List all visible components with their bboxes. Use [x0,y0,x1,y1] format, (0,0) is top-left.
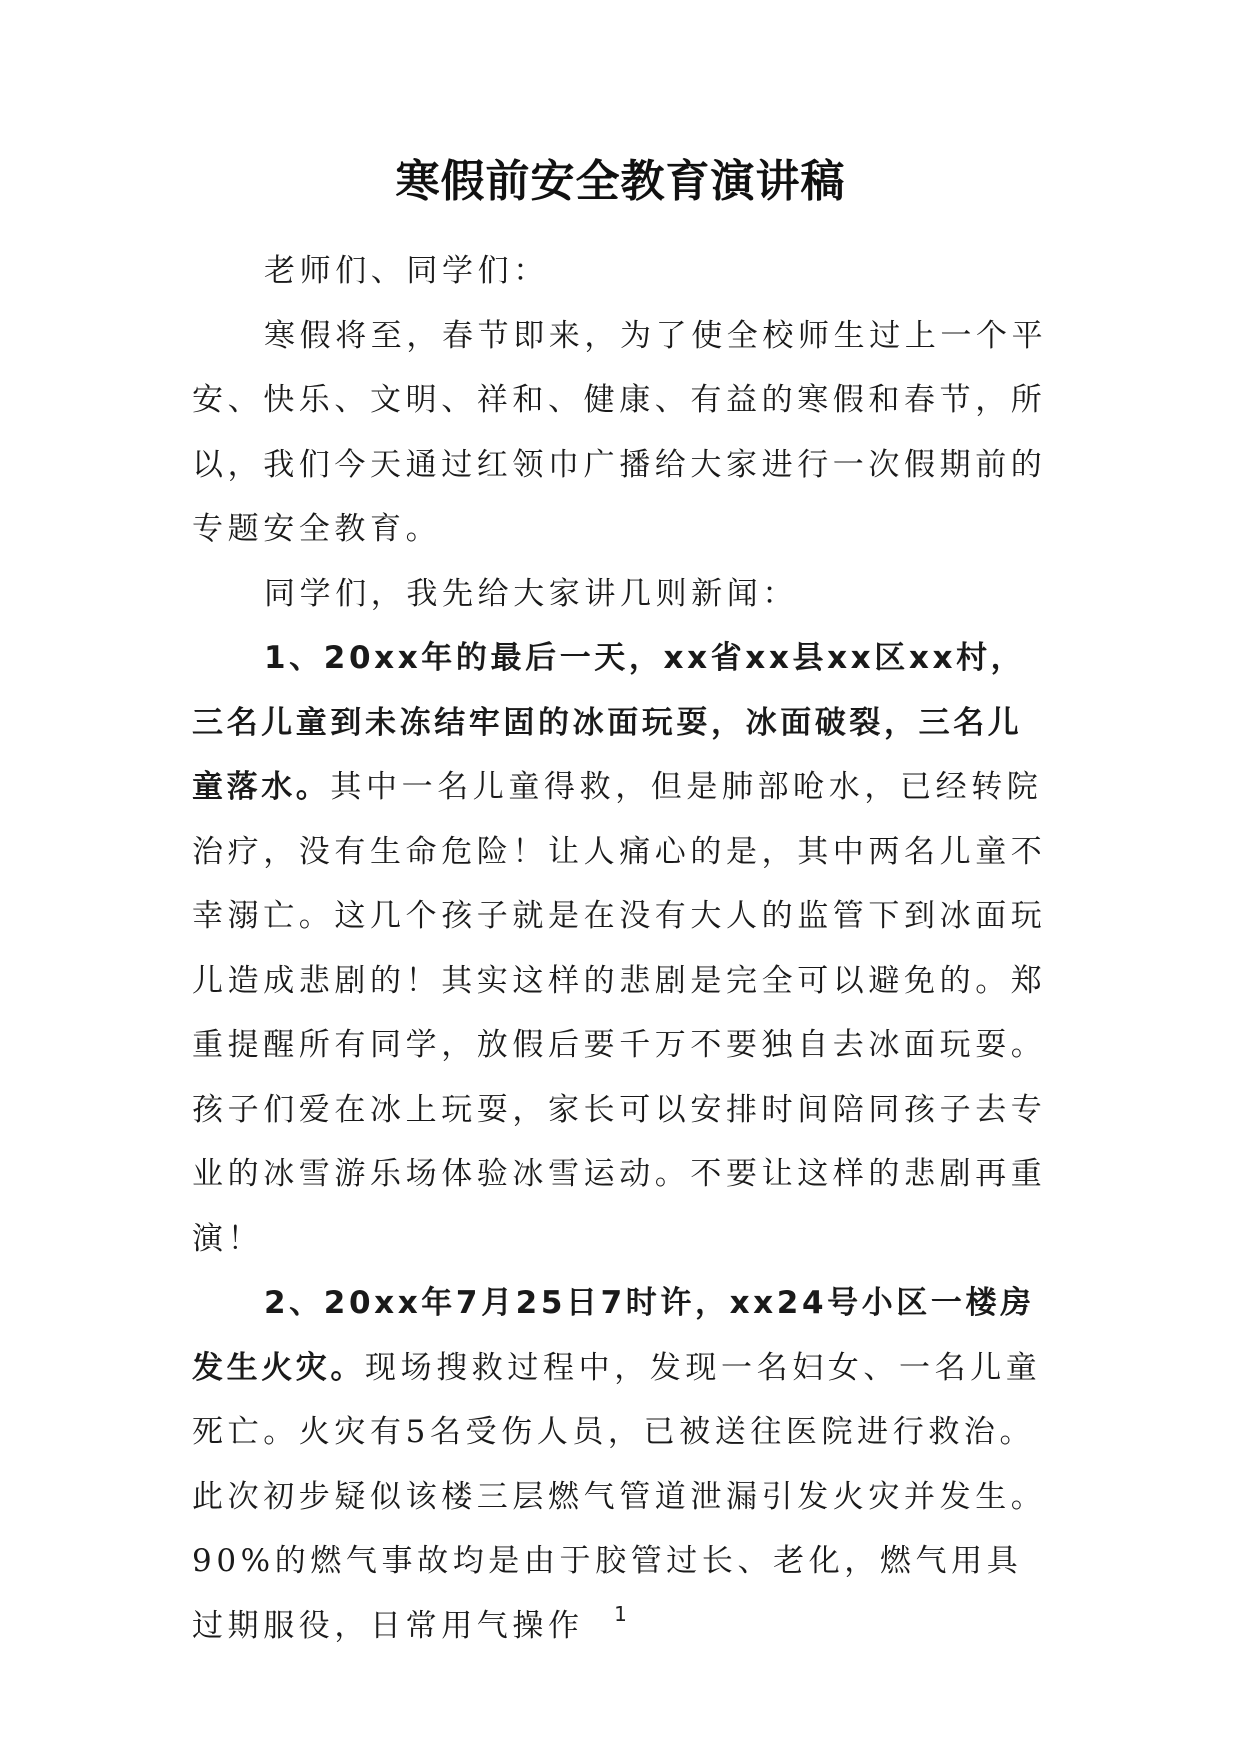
greeting-paragraph: 老师们、同学们： [264,253,549,289]
news-intro-paragraph: 同学们，我先给大家讲几则新闻： [264,575,798,612]
news-2-body: 现场搜救过程中，发现一名妇女、一名儿童死亡。火灾有5名受伤人员，已被送往医院进行救治。此次初步疑似该楼三层燃气管道泄漏引发火灾并发生。90%的燃气事故均是由于胶管过长、老化，燃气用具过期服役，日常用气操作 [192,1349,1047,1644]
document-title: 寒假前安全教育演讲稿 [395,156,846,207]
news-1-paragraph [192,626,1050,1271]
intro-paragraph: 寒假将至，春节即来，为了使全校师生过上一个平安、快乐、文明、祥和、健康、有益的寒假和春节，所以，我们今天通过红领巾广播给大家进行一次假期前的专题安全教育。 [192,317,1048,547]
page-number: 1 [614,1602,627,1626]
document-body [192,239,1050,1658]
news-2-lead: 2、20xx年7月25日7时许，xx24号小区一楼房发生火灾。 [192,1285,1035,1386]
news-2-paragraph [192,1271,1050,1658]
news-1-lead: 1、20xx年的最后一天，xx省xx县xx区xx村，三名儿童到未冻结牢固的冰面玩耍，冰面破裂，三名儿童落水。 [192,640,1026,805]
news-1-body: 其中一名儿童得救，但是肺部呛水，已经转院治疗，没有生命危险！让人痛心的是，其中两名儿童不幸溺亡。这几个孩子就是在没有大人的监管下到冰面玩儿造成悲剧的！其实这样的悲剧是完全可以避免的。郑重提醒所有同学，放假后要千万不要独自去冰面玩耍。孩子们爱在冰上玩耍，家长可以安排时间陪同孩子去专业的冰雪游乐场体验冰雪运动。不要让这样的悲剧再重演！ [192,769,1047,1257]
